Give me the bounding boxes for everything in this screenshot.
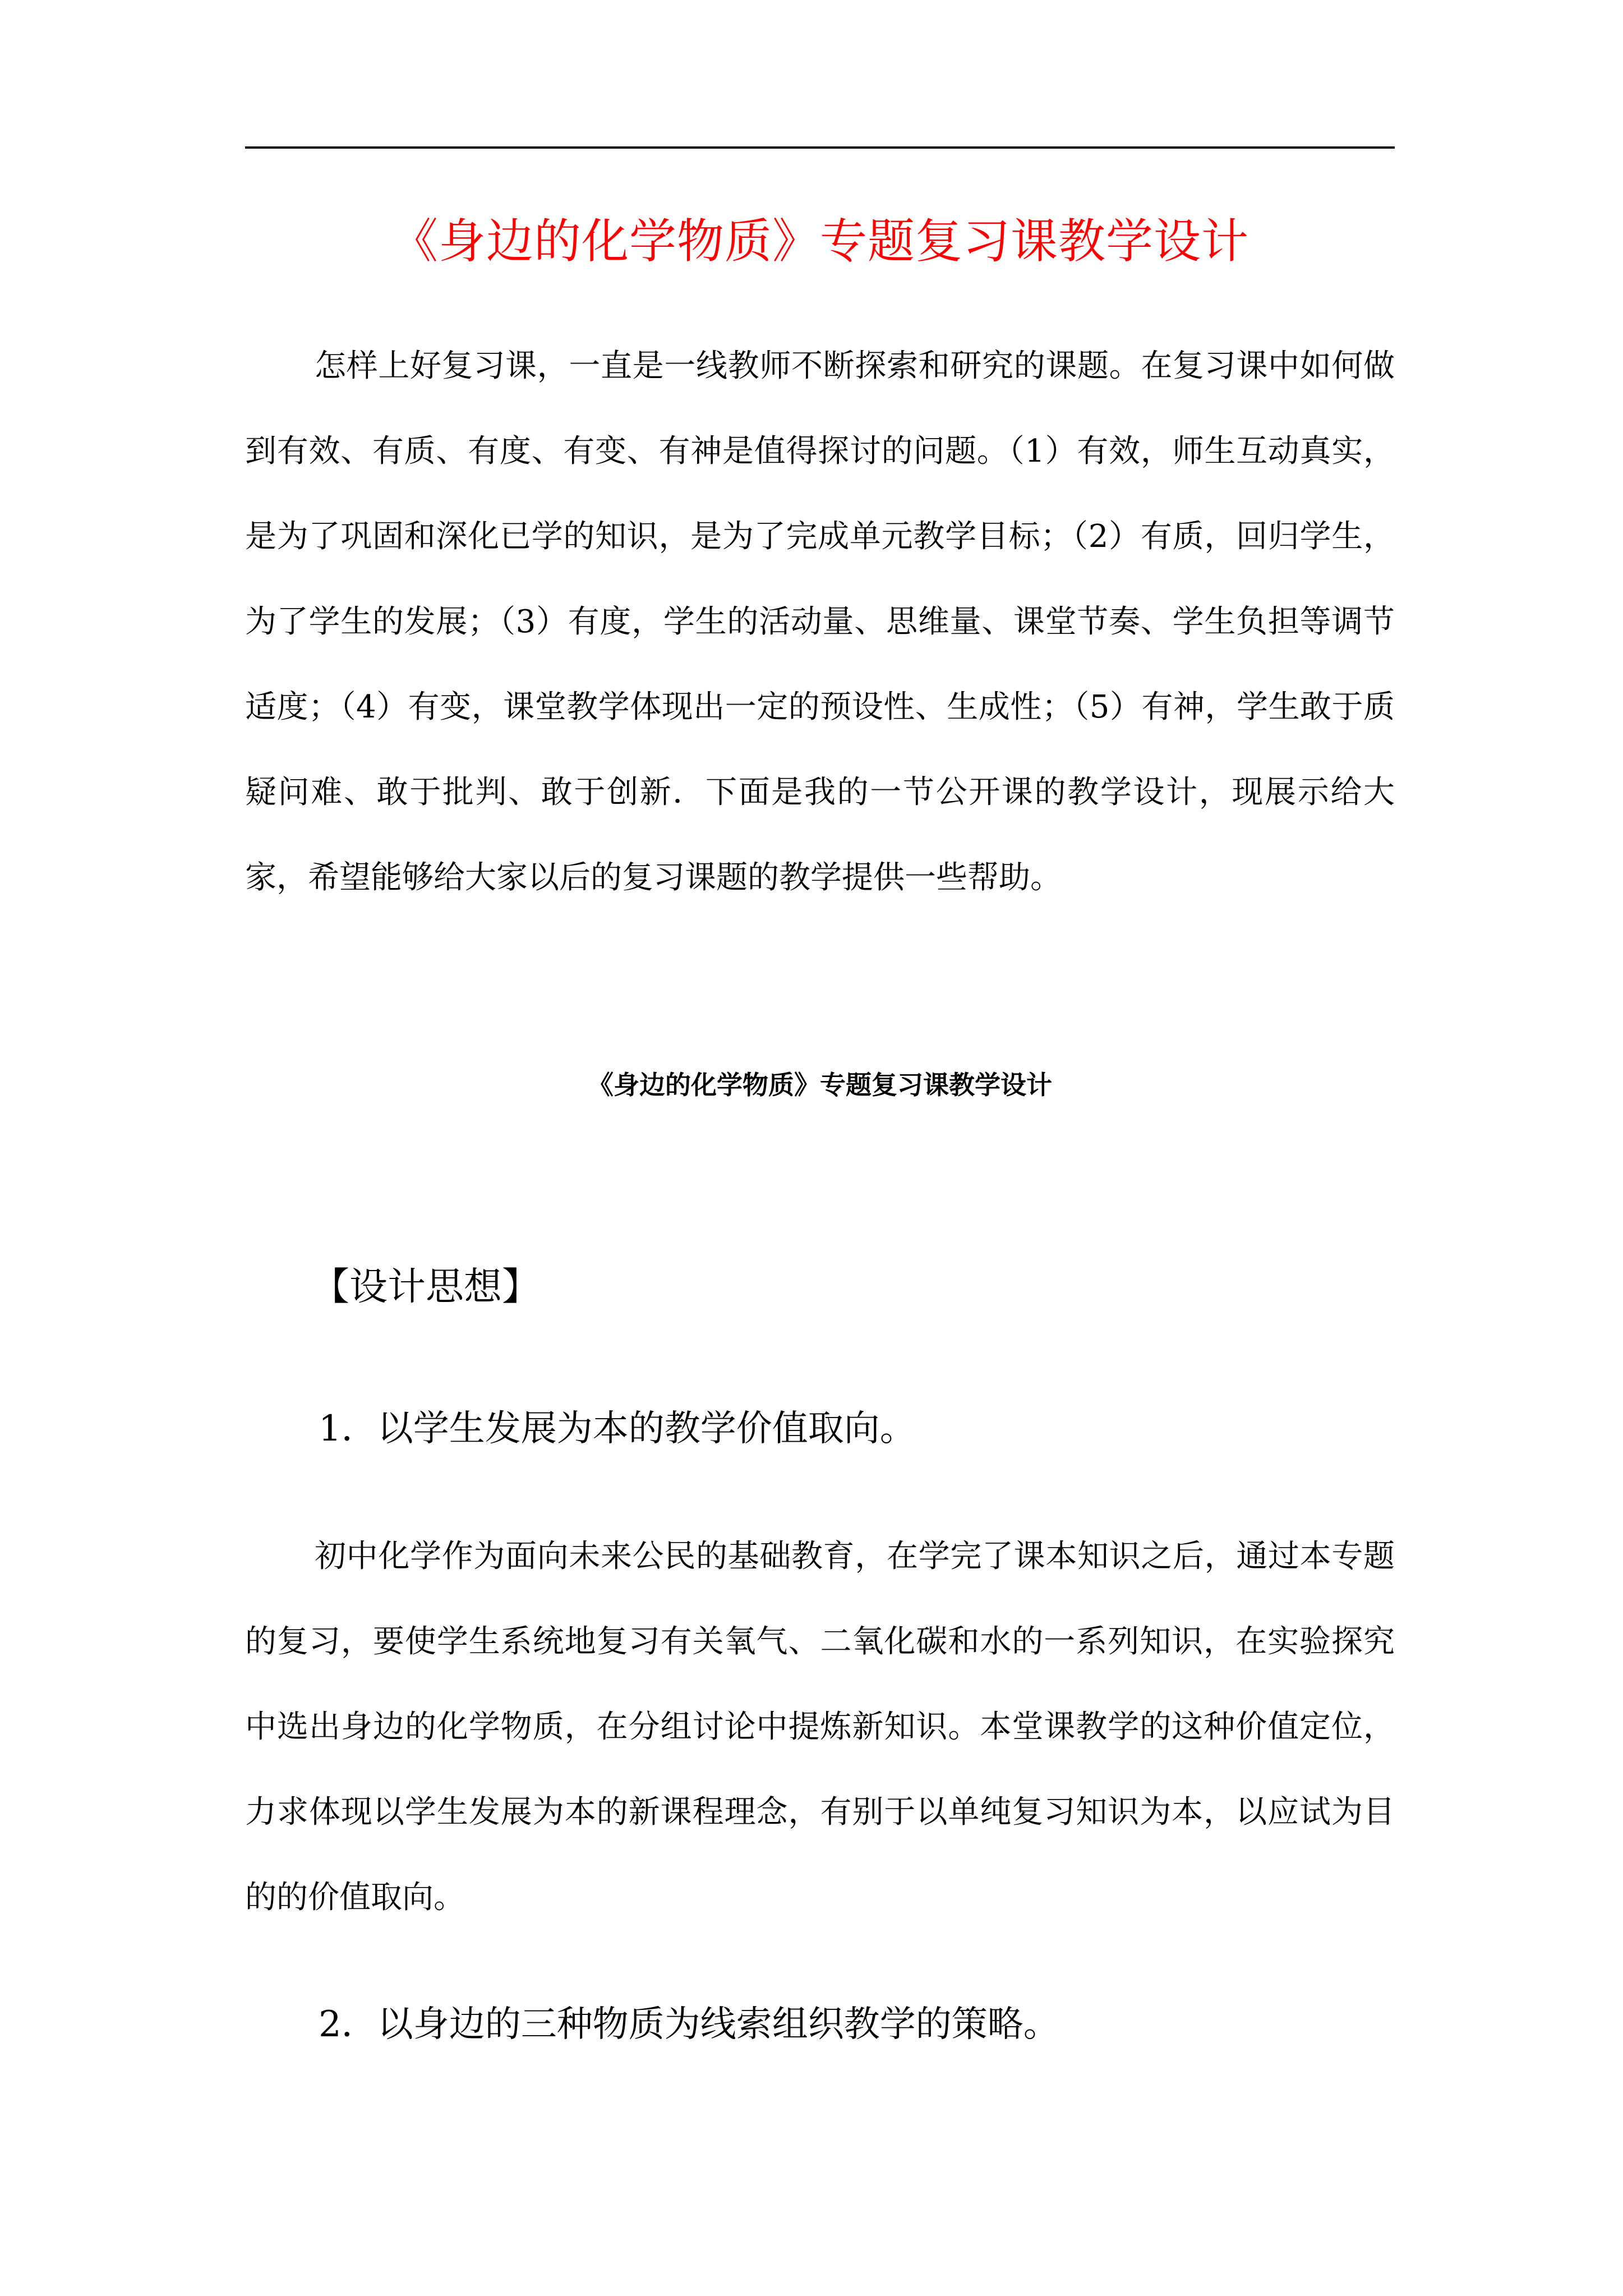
point-heading-2: 2．以身边的三种物质为线索组织教学的策略。 [319,2004,1059,2045]
point-paragraph-1: 初中化学作为面向未来公民的基础教育，在学完了课本知识之后，通过本专题的复习，要使学生系统地复习有关氧气、二氧化碳和水的一系列知识，在实验探究中选出身边的化学物质，在分组讨论中提炼新知识。本堂课教学的这种价值定位，力求体现以学生发展为本的新课程理念，有别于以单纯复习知识为本，以应试为目的的价值取向。 [245,1538,1395,1916]
point-heading-1: 1．以学生发展为本的教学价值取向。 [319,1408,916,1450]
sub-title: 《身边的化学物质》专题复习课教学设计 [588,1070,1052,1100]
header-rule [245,146,1395,149]
section-heading-design-idea: 【设计思想】 [311,1265,541,1309]
intro-paragraph: 怎样上好复习课，一直是一线教师不断探索和研究的课题。在复习课中如何做到有效、有质、有度、有变、有神是值得探讨的问题。（1）有效，师生互动真实，是为了巩固和深化已学的知识，是为了完成单元教学目标；（2）有质，回归学生，为了学生的发展；（3）有度，学生的活动量、思维量、课堂节奏、学生负担等调节适度；（4）有变，课堂教学体现出一定的预设性、生成性；（5）有神，学生敢于质疑问难、敢于批判、敢于创新．下面是我的一节公开课的教学设计，现展示给大家，希望能够给大家以后的复习课题的教学提供一些帮助。 [245,348,1395,896]
page-title: 《身边的化学物质》专题复习课教学设计 [390,214,1249,269]
